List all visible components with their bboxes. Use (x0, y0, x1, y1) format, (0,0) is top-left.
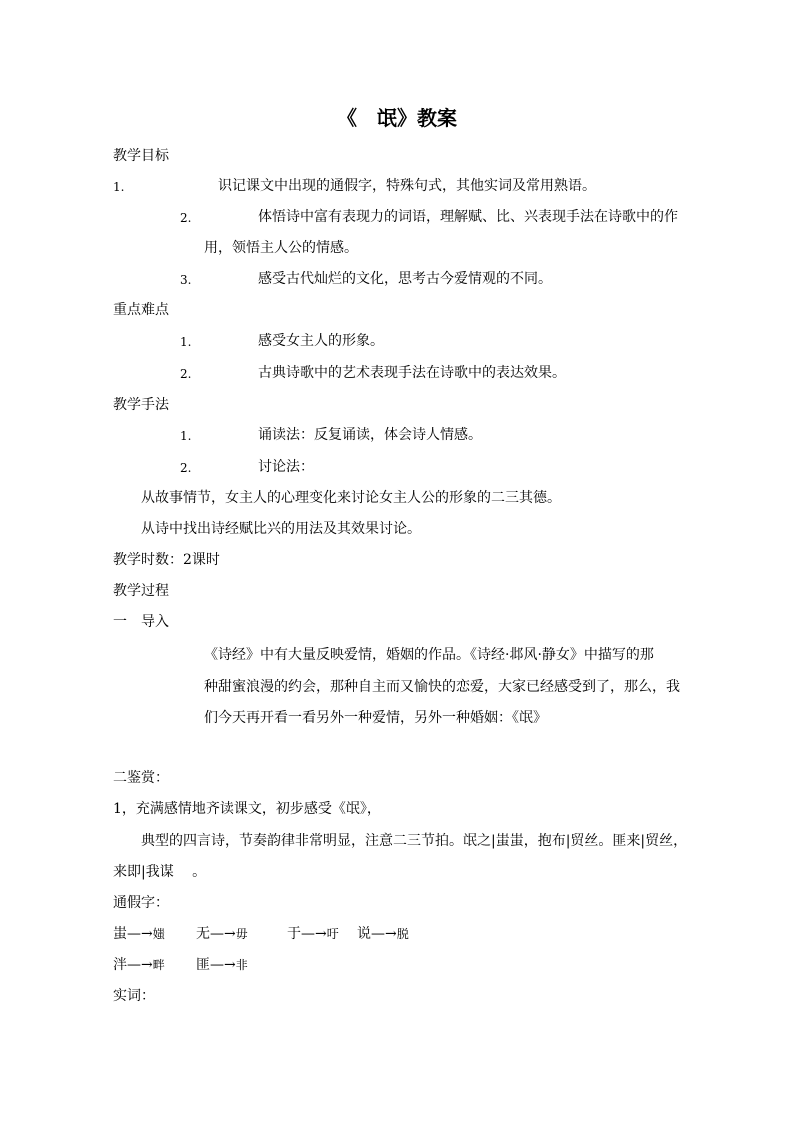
step1-line-2: 来即|我谋 。 (113, 864, 207, 880)
step1-heading: 1，充满感情地齐读课文，初步感受《氓》， (113, 801, 381, 817)
objective-1-text: 识记课文中出现的通假字，特殊句式，其他实词及常用熟语。 (218, 178, 596, 194)
arrow-icon: —→ (210, 926, 236, 942)
intro-heading: 一 导入 (113, 614, 169, 630)
tongjia-target: 毋 (235, 927, 248, 941)
objective-2-text: 体悟诗中富有表现力的词语，理解赋、比、兴表现手法在诗歌中的作 (258, 209, 678, 225)
objective-2-number: 2. (180, 211, 192, 225)
intro-line-2: 种甜蜜浪漫的约会，那种自主而又愉快的恋爱，大家已经感受到了，那么，我 (204, 679, 680, 695)
tongjia-item (113, 955, 165, 975)
arrow-icon: —→ (127, 957, 153, 973)
step1-line-1: 典型的四言诗，节奏韵律非常明显，注意二三节拍。氓之|蚩蚩，抱布|贸丝。匪来|贸丝， (141, 833, 688, 849)
tongjia-item (113, 924, 165, 944)
tongjia-char: 无 (196, 926, 210, 942)
keypoint-2-text: 古典诗歌中的艺术表现手法在诗歌中的表达效果。 (258, 365, 566, 381)
tongjia-char: 匪 (196, 957, 210, 973)
keypoint-1-text: 感受女主人的形象。 (258, 333, 384, 349)
objective-3-number: 3. (180, 273, 192, 287)
arrow-icon: —→ (371, 926, 397, 942)
intro-line-1: 《诗经》中有大量反映爱情，婚姻的作品。《诗经·邶风·静女》中描写的那 (204, 647, 654, 663)
tongjia-target: 畔 (152, 958, 165, 972)
tongjia-target: 媸 (152, 927, 165, 941)
process-heading: 教学过程 (113, 583, 169, 599)
tongjia-item (287, 924, 339, 944)
objective-3-text: 感受古代灿烂的文化，思考古今爱情观的不同。 (258, 271, 552, 287)
tongjia-item (196, 924, 248, 944)
method-paragraph-2: 从诗中找出诗经赋比兴的用法及其效果讨论。 (141, 521, 421, 537)
shici-heading: 实词： (113, 988, 155, 1004)
keypoint-1-number: 1. (180, 335, 192, 349)
arrow-icon: —→ (301, 926, 327, 942)
tongjia-char: 蚩 (113, 926, 127, 942)
tongjia-char: 泮 (113, 957, 127, 973)
arrow-icon: —→ (210, 957, 236, 973)
tongjia-target: 吁 (326, 927, 339, 941)
keypoint-2-number: 2. (180, 367, 192, 381)
intro-line-3: 们今天再开看一看另外一种爱情，另外一种婚姻：《氓》 (204, 710, 547, 726)
tongjia-char: 说 (357, 926, 371, 942)
page-title: 《 氓》教案 (337, 106, 457, 130)
tongjia-item (196, 955, 248, 975)
tongjia-char: 于 (287, 926, 301, 942)
objective-2-continuation: 用，领悟主人公的情感。 (204, 240, 358, 256)
method-1-number: 1. (180, 429, 192, 443)
methods-heading: 教学手法 (113, 397, 169, 413)
method-2-text: 讨论法： (258, 459, 314, 475)
teaching-hours: 教学时数：2课时 (113, 552, 220, 568)
method-1-text: 诵读法：反复诵读，体会诗人情感。 (258, 427, 482, 443)
appreciation-heading: 二鉴赏： (113, 770, 169, 786)
objectives-heading: 教学目标 (113, 148, 169, 164)
tongjia-target: 脱 (396, 927, 409, 941)
tongjia-heading: 通假字： (113, 895, 169, 911)
tongjia-item (357, 924, 409, 944)
method-2-number: 2. (180, 461, 192, 475)
keypoints-heading: 重点难点 (113, 302, 169, 318)
tongjia-target: 非 (235, 958, 248, 972)
arrow-icon: —→ (127, 926, 153, 942)
objective-1-number: 1. (113, 180, 125, 194)
method-paragraph-1: 从故事情节，女主人的心理变化来讨论女主人公的形象的二三其德。 (141, 490, 561, 506)
